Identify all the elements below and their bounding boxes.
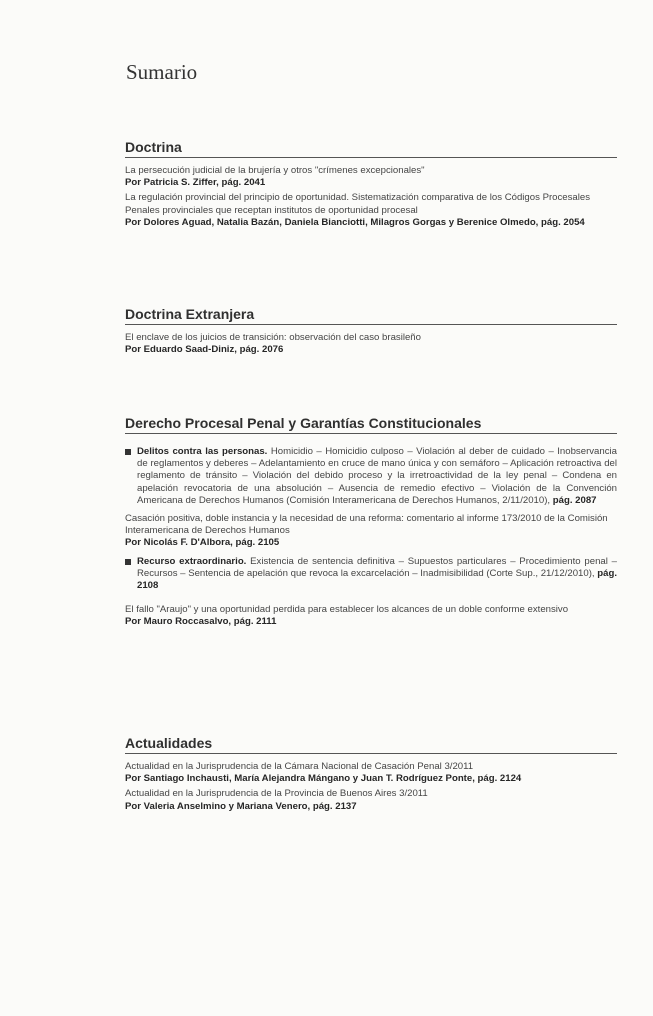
list-item: [125, 604, 617, 628]
list-item: [125, 192, 617, 229]
list-item: [125, 761, 617, 785]
bullet-square-icon: [125, 449, 131, 455]
list-item: [125, 513, 617, 550]
page-title: Sumario: [126, 60, 198, 84]
section-heading: Derecho Procesal Penal y Garantías Constitucionales: [125, 415, 617, 434]
entry-author: Por Mauro Roccasalvo, pág. 2111: [125, 616, 277, 628]
entry-title: El fallo "Araujo" y una oportunidad perdida para establecer los alcances de un doble conforme extensivo: [125, 604, 569, 616]
list-item: [125, 332, 617, 356]
section-doctrina-extranjera: [125, 306, 617, 359]
entry-author: Por Dolores Aguad, Natalia Bazán, Daniela Bianciotti, Milagros Gorgas y Berenice Olmedo, pág. 2054: [125, 216, 585, 228]
case-bullet: [125, 556, 617, 593]
bullet-square-icon: [125, 559, 131, 565]
entry-title: Casación positiva, doble instancia y la necesidad de una reforma: comentario al informe 173/2010 de la Comisión Interamericana de Derechos Humanos: [125, 513, 608, 537]
entry-title: El enclave de los juicios de transición: observación del caso brasileño: [125, 332, 421, 343]
entry-author: Por Valeria Anselmino y Mariana Venero, pág. 2137: [125, 800, 357, 812]
section-actualidades: [125, 735, 617, 816]
entry-title: La regulación provincial del principio de oportunidad. Sistematización comparativa de los Códigos Procesales Penales provinciales que receptan institutos de oportunidad procesal: [125, 192, 591, 216]
section-heading: Doctrina Extranjera: [125, 306, 617, 325]
bullet-text: Existencia de sentencia definitiva – Supuestos particulares – Procedimiento penal – Recursos – Sentencia de apelación que revoca la excarcelación – Inadmisibilidad (Corte Sup., 21/12/2010),: [137, 555, 618, 579]
case-bullet: [125, 446, 617, 507]
list-item: [125, 788, 617, 812]
entry-author: Por Nicolás F. D'Albora, pág. 2105: [125, 537, 280, 549]
list-item: [125, 165, 617, 189]
entry-author: Por Eduardo Saad-Diniz, pág. 2076: [125, 344, 284, 356]
bullet-keyword: Delitos contra las personas.: [137, 446, 268, 457]
bullet-keyword: Recurso extraordinario.: [137, 555, 247, 567]
entry-title: Actualidad en la Jurisprudencia de la Provincia de Buenos Aires 3/2011: [125, 788, 428, 800]
section-doctrina: [125, 139, 617, 232]
section-heading: Actualidades: [125, 735, 617, 754]
entry-title: Actualidad en la Jurisprudencia de la Cámara Nacional de Casación Penal 3/2011: [125, 761, 474, 772]
section-heading: Doctrina: [125, 139, 617, 158]
bullet-page: pág. 2087: [552, 494, 597, 506]
bullet-text: Homicidio – Homicidio culposo – Violación al deber de cuidado – Inobservancia de reglamentos y deberes – Adelantamiento en cruce de mano única y con semáforo – Aplicación retroactiva del reglamento de tránsito – Violación del debido proceso y la irretroactividad de la ley penal – Condena en apelación revocatoria de una absolución – Ausencia de remedio efectivo – Violación de la Convención Americana de Derechos Humanos (Comisión Interamericana de Derechos Humanos, 2/11/2010),: [137, 446, 617, 506]
section-derecho-procesal: [125, 415, 617, 632]
entry-title: La persecución judicial de la brujería y otros "crímenes excepcionales": [125, 165, 425, 176]
entry-author: Por Santiago Inchausti, María Alejandra Mángano y Juan T. Rodríguez Ponte, pág. 2124: [125, 773, 522, 785]
bullet-page: pág. 2108: [137, 567, 617, 592]
entry-author: Por Patricia S. Ziffer, pág. 2041: [125, 177, 266, 189]
